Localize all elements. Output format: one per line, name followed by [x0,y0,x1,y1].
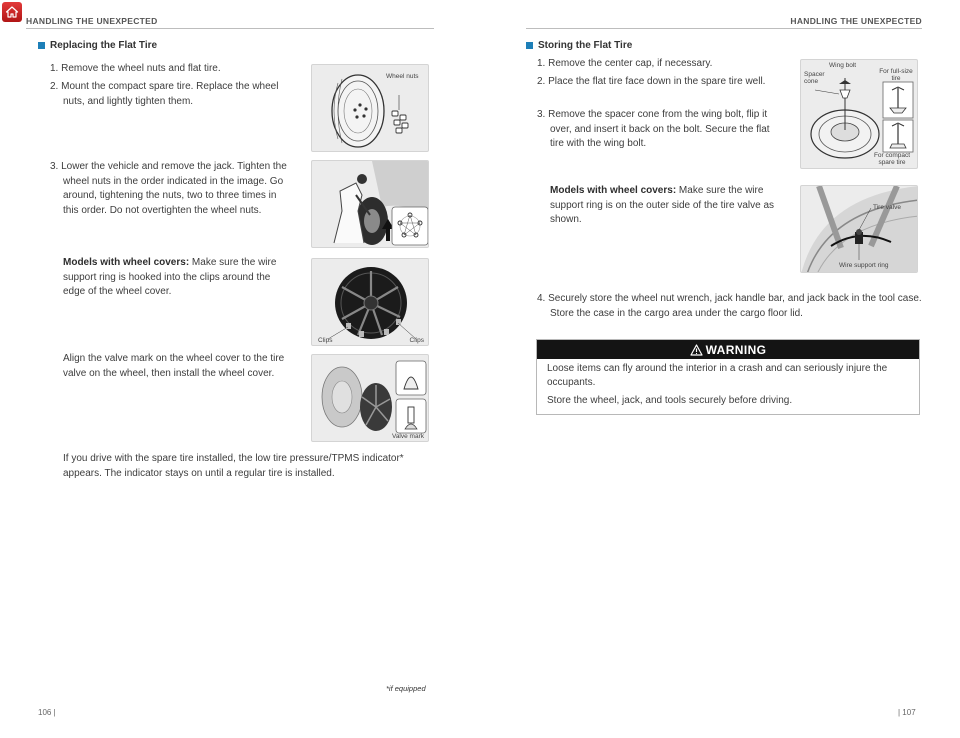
caption-wire-support-ring: Wire support ring [839,262,889,269]
caption-clips-left: Clips [318,337,333,344]
caption-clips-right: Clips [409,337,424,344]
step-4: 4. Securely store the wheel nut wrench, jack handle bar, and jack back in the tool case. Store the case in the cargo area under the cargo floor lid. [537,293,922,319]
section-title-replacing: Replacing the Flat Tire [38,40,157,51]
covers-paragraph: Models with wheel covers: Make sure the wire support ring is on the outer side of the tire valve as shown. [550,185,775,226]
section-title-storing: Storing the Flat Tire [526,40,632,51]
header-divider [26,28,434,29]
caption-wheel-nuts: Wheel nuts [386,73,419,80]
home-icon [5,5,19,19]
home-button[interactable] [2,2,22,22]
warning-paragraph-1: Loose items can fly around the interior in a crash and can seriously injure the occupants. [547,363,888,388]
step-2: 2. Place the flat tire face down in the spare tire well. [537,76,766,87]
section-square-icon [38,42,45,49]
warning-paragraph-2: Store the wheel, jack, and tools securely before driving. [547,395,793,406]
tire-valve-illustration [801,186,918,273]
caption-valve-mark: Valve mark [391,433,424,440]
step-2: 2. Mount the compact spare tire. Replace the wheel nuts, and lightly tighten them. [50,81,279,107]
caption-wing-bolt: Wing bolt [829,62,857,69]
caption-spacer-cone: Spacer cone [804,71,825,85]
caption-tire-valve: Tire valve [873,204,901,211]
wheel-cover-illustration [312,259,429,346]
spare-note: If you drive with the spare tire installed, the low tire pressure/TPMS indicator* appears. The indicator stays on until a regular tire is installed. [63,453,404,479]
warning-header: WARNING [537,340,919,359]
step-1: 1. Remove the center cap, if necessary. [537,58,713,69]
loose-nuts [392,111,408,133]
figure-tighten-order [311,160,429,248]
figure-tire-valve [800,185,918,273]
step-3: 3. Lower the vehicle and remove the jack. Tighten the wheel nuts in the order indicated in the image. Go around, tightening the nuts, two to three times in this order. Do not overtighten the wheel nuts. [50,161,287,216]
caption-compact-spare: For compact spare tire [873,152,911,166]
step-1: 1. Remove the wheel nuts and flat tire. [50,63,221,74]
footnote: *if equipped [386,684,426,693]
warning-box [536,339,920,415]
figure-wing-bolt [800,59,918,169]
page-number-right: | 107 [898,708,916,717]
figure-valve-mark [311,354,429,442]
figure-wheel-nuts [311,64,429,152]
valve-mark-illustration [312,355,429,442]
right-page [480,0,960,738]
warning-triangle-icon [690,344,703,356]
step-3: 3. Remove the spacer cone from the wing bolt, flip it over, and insert it back on the bolt. Secure the flat tire with the wing bolt. [537,109,770,150]
header-divider [526,28,922,29]
align-paragraph: Align the valve mark on the wheel cover to the tire valve on the wheel, then install the wheel cover. [63,353,285,379]
running-header-left: HANDLING THE UNEXPECTED [26,16,158,26]
section-square-icon [526,42,533,49]
caption-full-size-tire: For full-size tire [879,68,913,82]
covers-paragraph: Models with wheel covers: Make sure the wire support ring is hooked into the clips around the edge of the wheel cover. [63,257,277,298]
figure-wheel-cover-clips [311,258,429,346]
page-number-left: 106 | [38,708,56,717]
running-header-right: HANDLING THE UNEXPECTED [790,16,922,26]
tighten-illustration [312,161,429,248]
